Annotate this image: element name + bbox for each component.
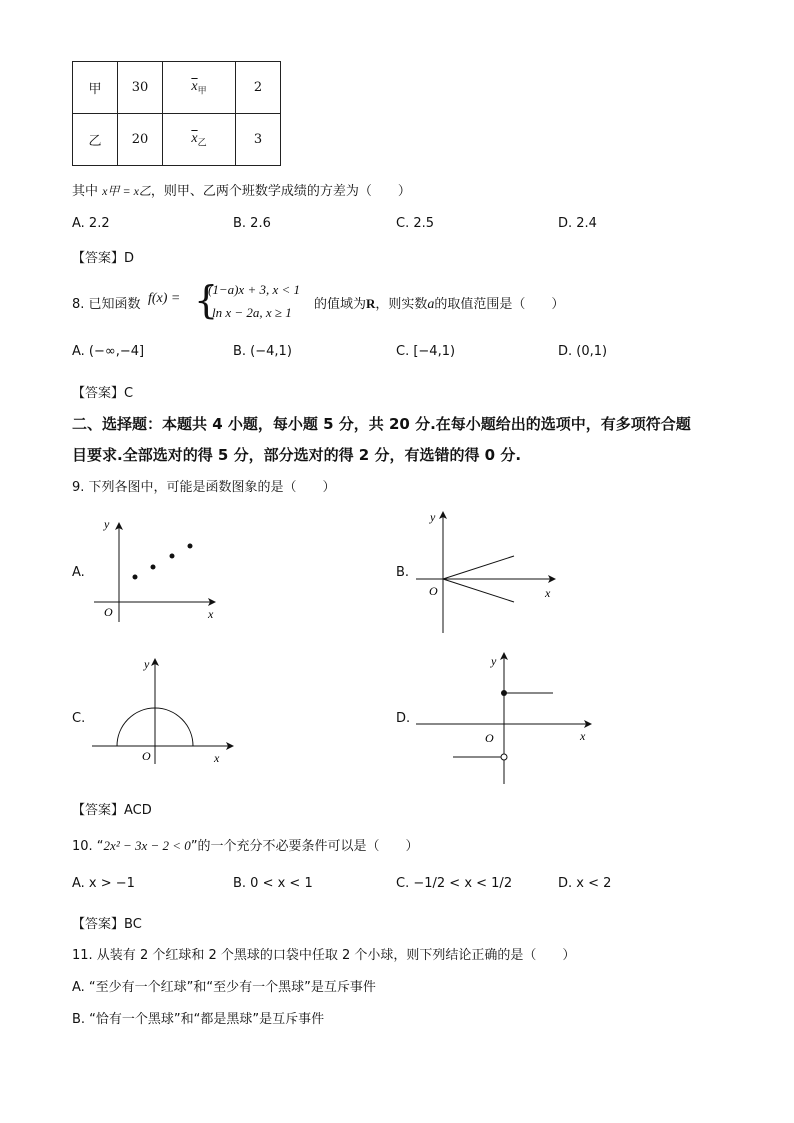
- q11-stem: 11. 从装有 2 个红球和 2 个黑球的口袋中任取 2 个小球，则下列结论正确的是（ ）: [72, 948, 576, 963]
- count-cell: 30: [118, 62, 163, 114]
- q7-stem: 其中 x甲 = x乙，则甲、乙两个班数学成绩的方差为（ ）: [72, 184, 411, 199]
- variance-cell: 3: [236, 114, 281, 166]
- q8-piece2: ln x − 2a, x ≥ 1: [212, 305, 292, 320]
- mean-cell: $\overline{x}_甲$: [163, 62, 236, 114]
- class-stats-table: [72, 61, 281, 166]
- y-axis-label: y: [144, 657, 150, 671]
- q8-answer: 【答案】C: [72, 386, 134, 401]
- mean-cell: $\overline{x}_乙$: [163, 114, 236, 166]
- q7-option-b: B. 2.6: [233, 216, 271, 231]
- q7-answer: 【答案】D: [72, 251, 135, 266]
- q9-answer: 【答案】ACD: [72, 803, 152, 818]
- graph-d-label: D.: [396, 711, 411, 726]
- graph-a: [90, 510, 230, 625]
- graph-a-label: A.: [72, 565, 85, 580]
- q8-option-b: B. (−4,1): [233, 344, 292, 359]
- q8-option-a: A. (−∞,−4]: [72, 344, 145, 359]
- q8-stem-rest: 的值域为R，则实数a的取值范围是（ ）: [314, 296, 565, 312]
- q8-option-c: C. [−4,1): [396, 344, 456, 359]
- class-cell: 甲: [73, 62, 118, 114]
- q7-option-a: A. 2.2: [72, 216, 110, 231]
- q8-number: 8. 已知函数: [72, 297, 141, 312]
- q7-option-c: C. 2.5: [396, 216, 435, 231]
- q8-option-d: D. (0,1): [558, 344, 608, 359]
- x-axis-label: x: [208, 607, 214, 621]
- q11-option-b: B. “恰有一个黑球”和“都是黑球”是互斥事件: [72, 1012, 325, 1027]
- q10-option-b: B. 0 < x < 1: [233, 876, 313, 891]
- origin-label: O: [104, 605, 113, 619]
- q8-brace: {: [194, 278, 219, 322]
- graph-c: [88, 652, 238, 767]
- variance-cell: 2: [236, 62, 281, 114]
- q10-option-c: C. −1/2 < x < 1/2: [396, 876, 513, 891]
- q10-option-a: A. x > −1: [72, 876, 135, 891]
- x-axis-label: x: [580, 729, 586, 743]
- graph-d: [410, 650, 600, 790]
- section-heading-line1: 二、选择题：本题共 4 小题，每小题 5 分，共 20 分.在每小题给出的选项中，有多项符合题: [72, 415, 691, 433]
- section-heading-line2: 目要求.全部选对的得 5 分，部分选对的得 2 分，有选错的得 0 分.: [72, 446, 522, 464]
- q10-answer: 【答案】BC: [72, 917, 142, 932]
- count-cell: 20: [118, 114, 163, 166]
- y-axis-label: y: [491, 654, 497, 668]
- class-cell: 乙: [73, 114, 118, 166]
- q9-stem: 9. 下列各图中，可能是函数图象的是（ ）: [72, 480, 336, 495]
- table-row: [73, 114, 281, 166]
- graph-b: [410, 505, 560, 635]
- y-axis-label: y: [430, 510, 436, 524]
- q8-func: f(x) =: [148, 291, 181, 306]
- y-axis-label: y: [104, 517, 110, 531]
- x-axis-label: x: [214, 751, 220, 765]
- q8-piece1: (1−a)x + 3, x < 1: [208, 282, 301, 297]
- origin-label: O: [429, 584, 438, 598]
- graph-c-label: C.: [72, 711, 86, 726]
- q10-stem: 10. “2x² − 3x − 2 < 0”的一个充分不必要条件可以是（ ）: [72, 838, 419, 854]
- q11-option-a: A. “至少有一个红球”和“至少有一个黑球”是互斥事件: [72, 980, 376, 995]
- q10-option-d: D. x < 2: [558, 876, 612, 891]
- x-axis-label: x: [545, 586, 551, 600]
- q7-option-d: D. 2.4: [558, 216, 597, 231]
- origin-label: O: [485, 731, 494, 745]
- table-row: [73, 62, 281, 114]
- graph-b-label: B.: [396, 565, 410, 580]
- origin-label: O: [142, 749, 151, 763]
